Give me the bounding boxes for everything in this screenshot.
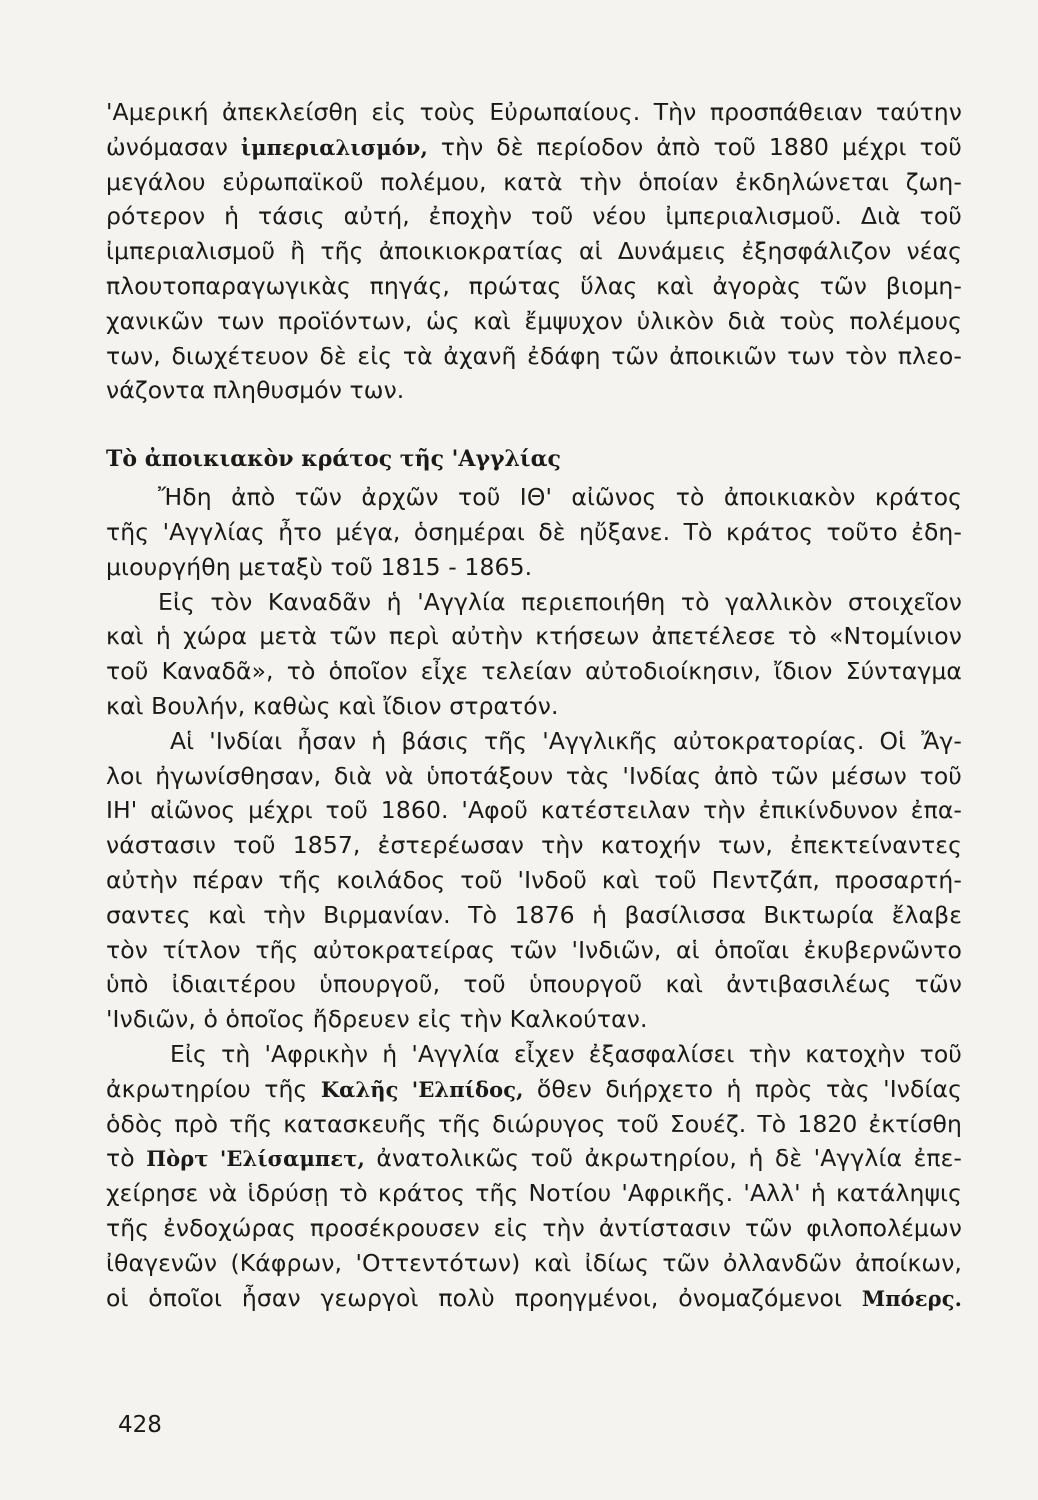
text-line: Αἱ 'Ινδίαι ἦσαν ἡ βάσις τῆς 'Αγγλικῆς αὐτοκρατορίας. Οἱ Ἄγ- — [170, 726, 962, 755]
paragraph-india — [106, 724, 962, 1037]
bold-term-port-elizabeth: Πὸρτ 'Ελίσαμπετ, — [146, 1146, 365, 1172]
text-line: τοῦ Καναδᾶ», τὸ ὁποῖον εἶχε τελείαν αὐτοδιοίκησιν, ἴδιον Σύνταγμα — [106, 657, 962, 686]
text-line: ὠνόμασαν ἰμπεριαλισμόν, τὴν δὲ περίοδον ἀπὸ τοῦ 1880 μέχρι τοῦ — [106, 132, 962, 161]
text-line: σαντες καὶ τὴν Βιρμανίαν. Τὸ 1876 ἡ βασίλισσα Βικτωρία ἔλαβε — [106, 900, 962, 929]
paragraph-colonial-state — [106, 480, 962, 584]
text-line: νάζοντα πληθυσμόν των. — [106, 376, 405, 405]
text-line: ὑπὸ ἰδιαιτέρου ὑπουργοῦ, τοῦ ὑπουργοῦ καὶ ἀντιβασιλέως τῶν — [106, 970, 962, 999]
text-line: Εἰς τὴ 'Αφρικὴν ἡ 'Αγγλία εἶχεν ἐξασφαλίσει τὴν κατοχὴν τοῦ — [170, 1039, 962, 1068]
text-line: Εἰς τὸν Καναδᾶν ἡ 'Αγγλία περιεποιήθη τὸ γαλλικὸν στοιχεῖον — [158, 587, 962, 616]
text-line: καὶ Βουλήν, καθὼς καὶ ἴδιον στρατόν. — [106, 691, 559, 720]
page-number: 428 — [118, 1412, 162, 1438]
text-line: Ἤδη ἀπὸ τῶν ἀρχῶν τοῦ ΙΘ' αἰῶνος τὸ ἀποικιακὸν κράτος — [158, 483, 962, 512]
text-line: τῆς 'Αγγλίας ἦτο μέγα, ὁσημέραι δὲ ηὔξανε. Τὸ κράτος τοῦτο ἐδη- — [106, 517, 962, 546]
text-line: ρότερον ἡ τάσις αὐτή, ἐποχὴν τοῦ νέου ἰμπεριαλισμοῦ. Διὰ τοῦ — [106, 202, 962, 231]
text-line: τὸν τίτλον τῆς αὐτοκρατείρας τῶν 'Ινδιῶν, αἱ ὁποῖαι ἐκυβερνῶντο — [106, 935, 962, 964]
page-body — [106, 95, 962, 1315]
bold-term-good-hope: Καλῆς 'Ελπίδος, — [320, 1076, 524, 1102]
text-line: ἰθαγενῶν (Κάφρων, 'Οττεντότων) καὶ ἰδίως τῶν ὀλλανδῶν ἀποίκων, — [106, 1248, 962, 1277]
text-line: πλουτοπαραγωγικὰς πηγάς, πρώτας ὕλας καὶ ἀγορὰς τῶν βιομη- — [106, 271, 962, 300]
text-line: μιουργήθη μεταξὺ τοῦ 1815 - 1865. — [106, 552, 533, 581]
paragraph-africa — [106, 1037, 962, 1315]
text-line: ὁδὸς πρὸ τῆς κατασκευῆς τῆς διώρυγος τοῦ Σουέζ. Τὸ 1820 ἐκτίσθη — [106, 1109, 962, 1138]
bold-term-boers: Μπόερς. — [861, 1285, 962, 1311]
bold-term-imperialism: ἰμπεριαλισμόν, — [240, 134, 428, 160]
text-line: καὶ ἡ χώρα μετὰ τῶν περὶ αὐτὴν κτήσεων ἀπετέλεσε τὸ «Ντομίνιον — [106, 622, 962, 651]
text-line: οἱ ὁποῖοι ἦσαν γεωργοὶ πολὺ προηγμένοι, ὀνομαζόμενοι Μπόερς. — [106, 1283, 962, 1312]
text-line: ἀκρωτηρίου τῆς Καλῆς 'Ελπίδος, ὅθεν διήρχετο ἡ πρὸς τὰς 'Ινδίας — [106, 1074, 962, 1103]
text-line: νάστασιν τοῦ 1857, ἐστερέωσαν τὴν κατοχήν των, ἐπεκτείναντες — [106, 831, 962, 860]
text-line: 'Αμερική ἀπεκλείσθη εἰς τοὺς Εὐρωπαίους. Τὴν προσπάθειαν ταύτην — [106, 98, 962, 126]
text-line: 'Ινδιῶν, ὁ ὁποῖος ἤδρευεν εἰς τὴν Καλκούταν. — [106, 1005, 648, 1034]
text-line: ΙΗ' αἰῶνος μέχρι τοῦ 1860. 'Αφοῦ κατέστειλαν τὴν ἐπικίνδυνον ἐπα- — [106, 796, 962, 825]
section-heading: Τὸ ἀποικιακὸν κράτος τῆς 'Αγγλίας — [106, 446, 561, 473]
text-line: χείρησε νὰ ἱδρύσῃ τὸ κράτος τῆς Νοτίου 'Αφρικῆς. 'Αλλ' ἡ κατάληψις — [106, 1179, 962, 1208]
text-line: τῆς ἐνδοχώρας προσέκρουσεν εἰς τὴν ἀντίστασιν τῶν φιλοπολέμων — [106, 1213, 962, 1242]
text-line: μεγάλου εὐρωπαϊκοῦ πολέμου, κατὰ τὴν ὁποίαν ἐκδηλώνεται ζωη- — [106, 167, 962, 196]
text-line: χανικῶν των προϊόντων, ὡς καὶ ἔμψυχον ὑλικὸν διὰ τοὺς πολέμους — [106, 306, 962, 335]
paragraph-canada — [106, 585, 962, 724]
text-line: ἰμπεριαλισμοῦ ἢ τῆς ἀποικιοκρατίας αἱ Δυνάμεις ἐξησφάλιζον νέας — [106, 237, 962, 266]
paragraph-imperialism — [106, 95, 962, 408]
text-line: τὸ Πὸρτ 'Ελίσαμπετ, ἀνατολικῶς τοῦ ἀκρωτηρίου, ἡ δὲ 'Αγγλία ἐπε- — [106, 1144, 962, 1173]
text-line: των, διωχέτευον δὲ εἰς τὰ ἀχανῆ ἐδάφη τῶν ἀποικιῶν των τὸν πλεο- — [106, 341, 962, 370]
text-line: αὐτὴν πέραν τῆς κοιλάδος τοῦ 'Ινδοῦ καὶ τοῦ Πεντζάπ, προσαρτή- — [106, 865, 962, 894]
text-line: λοι ἠγωνίσθησαν, διὰ νὰ ὑποτάξουν τὰς 'Ινδίας ἀπὸ τῶν μέσων τοῦ — [106, 761, 962, 790]
